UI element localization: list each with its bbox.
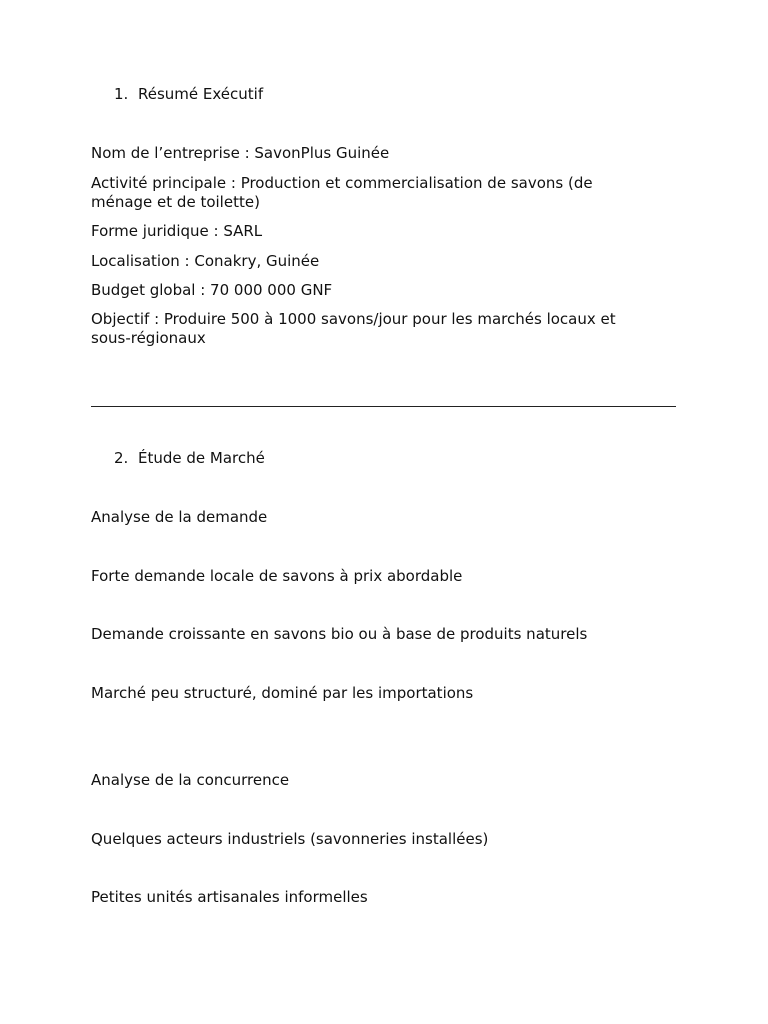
legal-form-line: Forme juridique : SARL <box>91 222 263 240</box>
section-1-number: 1. <box>114 85 129 103</box>
budget-line: Budget global : 70 000 000 GNF <box>91 281 333 299</box>
competition-analysis-heading: Analyse de la concurrence <box>91 771 290 789</box>
location-line: Localisation : Conakry, Guinée <box>91 252 320 270</box>
section-1-title: Résumé Exécutif <box>138 85 264 103</box>
demand-analysis-heading: Analyse de la demande <box>91 508 268 526</box>
main-activity-line: Activité principale : Production et commercialisation de savons (de ménage et de toilette) <box>91 174 593 211</box>
demand-item: Marché peu structuré, dominé par les importations <box>91 684 474 702</box>
company-name-line: Nom de l’entreprise : SavonPlus Guinée <box>91 144 390 162</box>
horizontal-divider <box>91 406 676 407</box>
competition-item: Quelques acteurs industriels (savonneries installées) <box>91 830 489 848</box>
objective-line: Objectif : Produire 500 à 1000 savons/jour pour les marchés locaux et sous-régionaux <box>91 310 616 347</box>
section-2-heading <box>114 449 265 468</box>
section-1-heading <box>114 85 263 104</box>
demand-item: Demande croissante en savons bio ou à base de produits naturels <box>91 625 588 643</box>
competition-item: Petites unités artisanales informelles <box>91 888 368 906</box>
section-2-title: Étude de Marché <box>138 449 265 467</box>
demand-item: Forte demande locale de savons à prix abordable <box>91 567 463 585</box>
section-2-number: 2. <box>114 449 129 467</box>
